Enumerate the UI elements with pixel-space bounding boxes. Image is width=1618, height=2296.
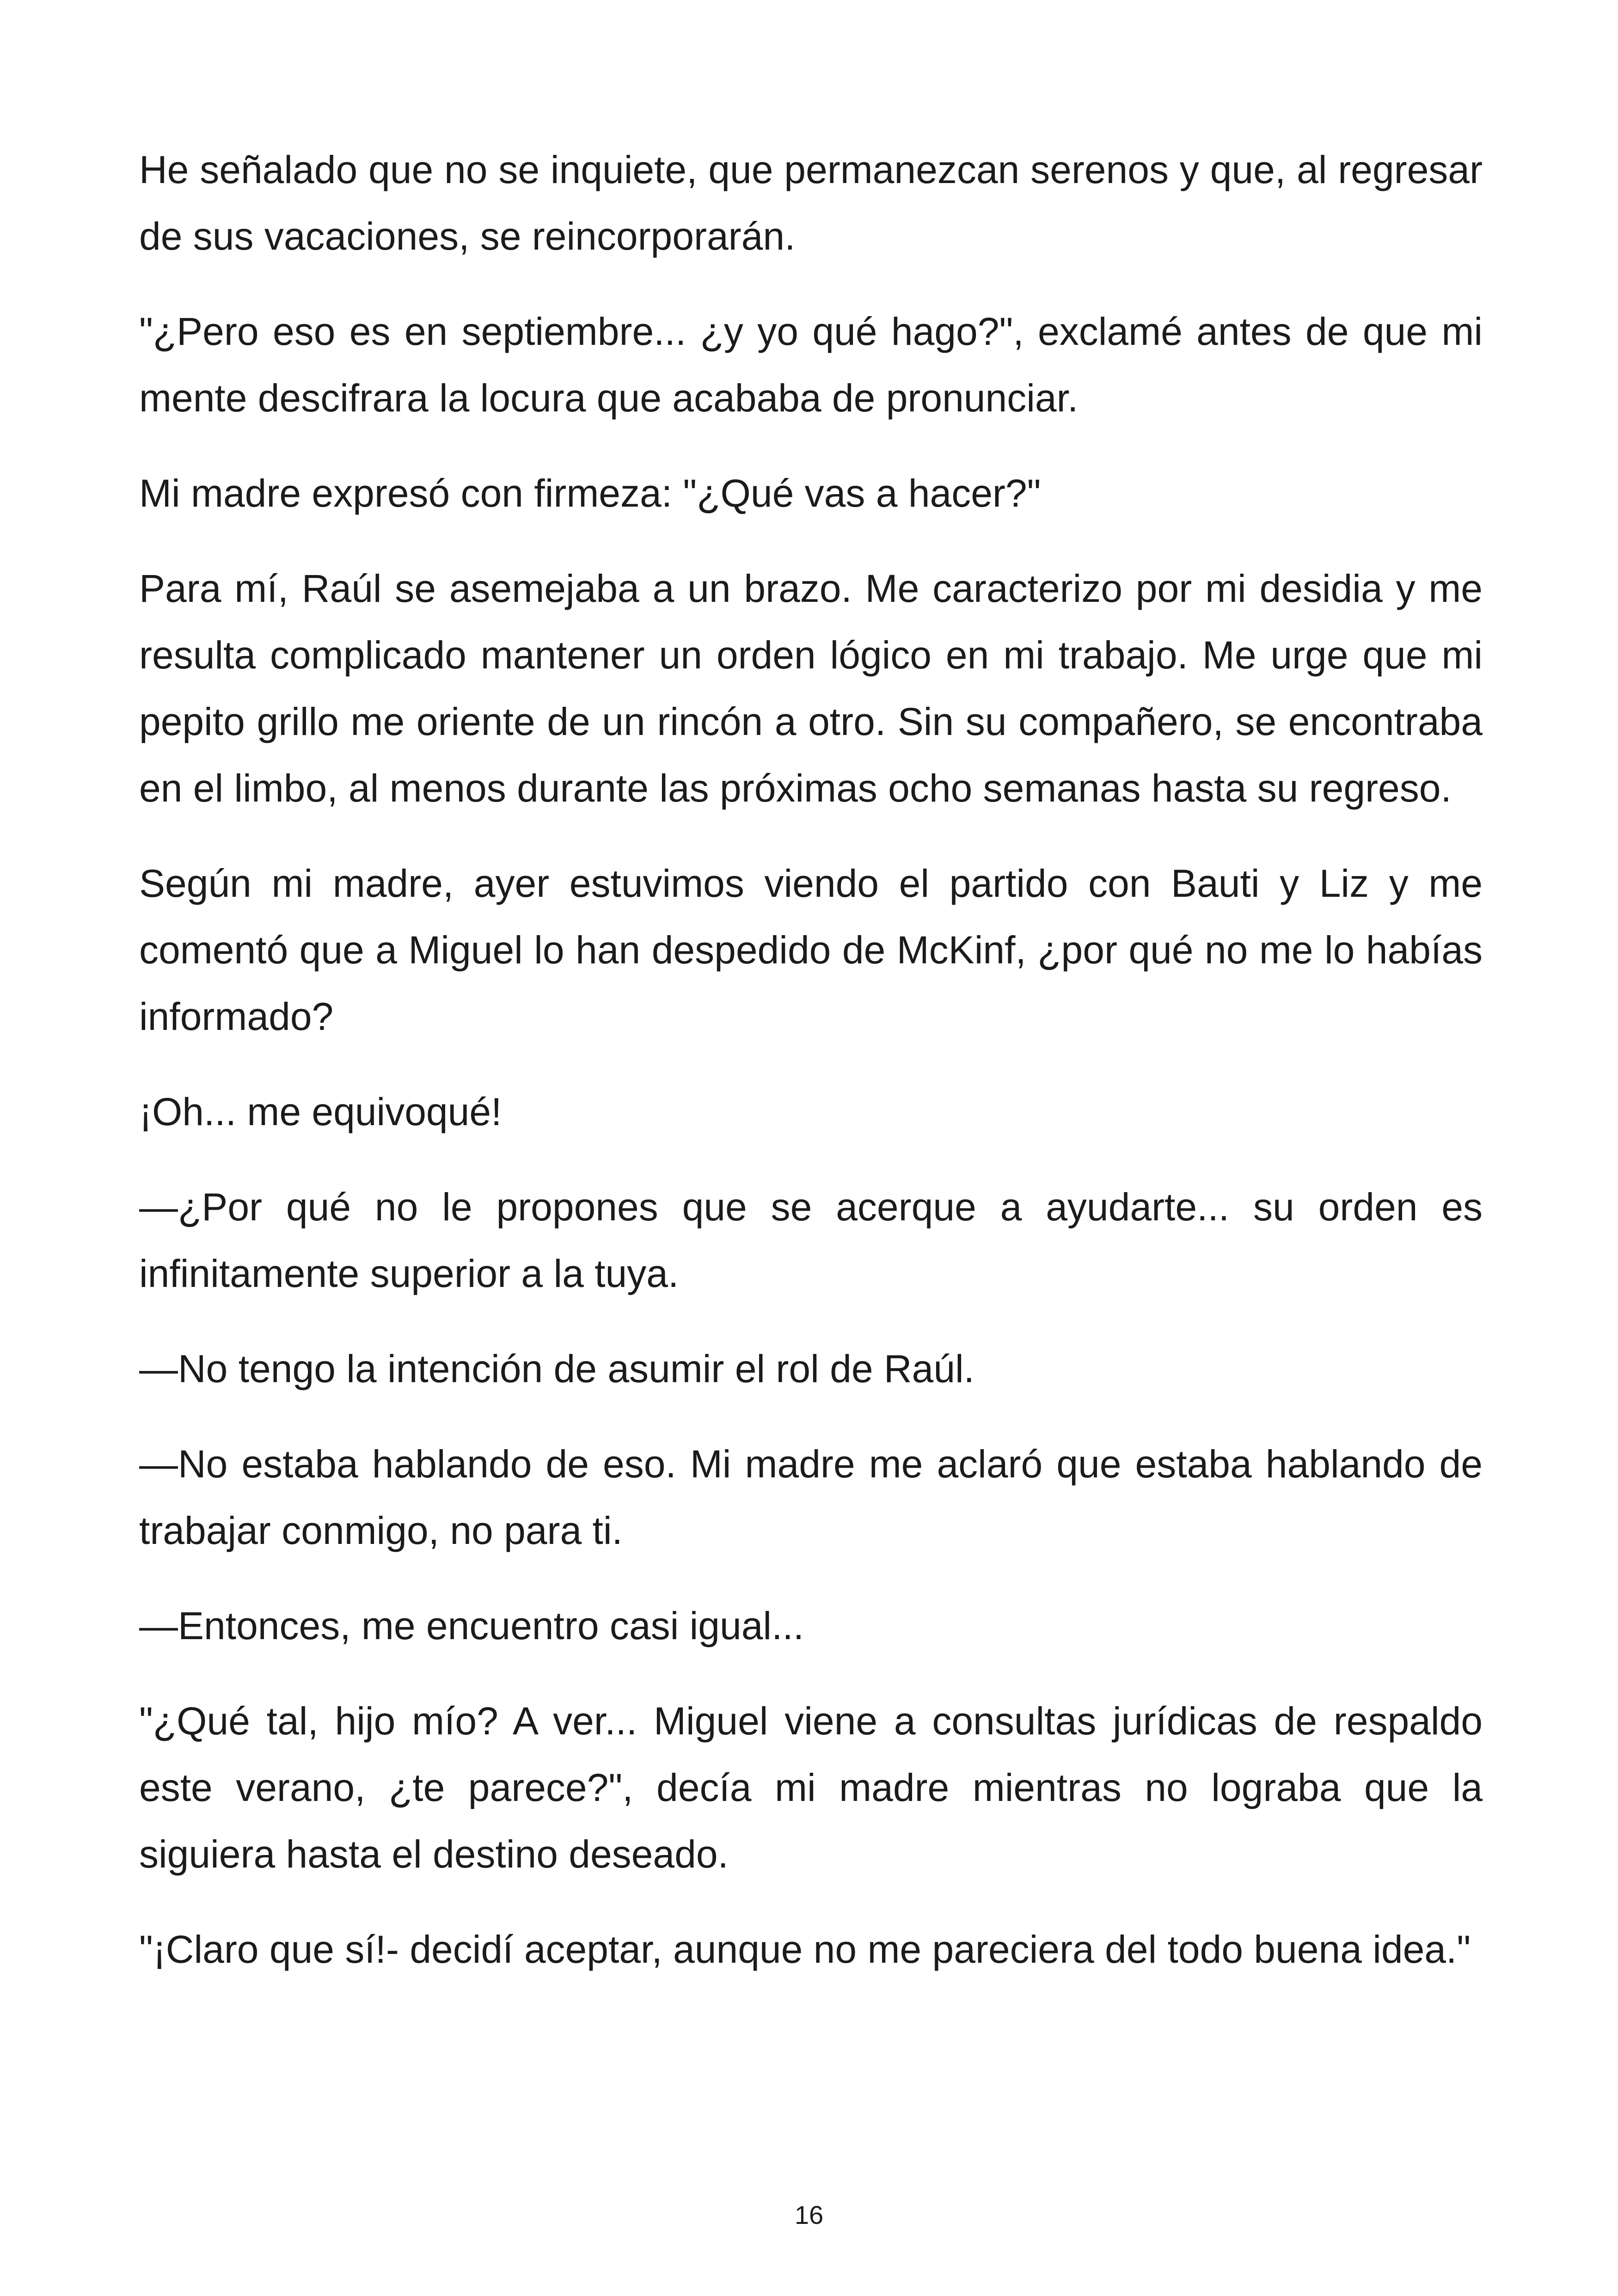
page-number: 16 (794, 2200, 824, 2229)
paragraph-1: He señalado que no se inquiete, que permanezcan serenos y que, al regresar de sus vacaciones, se reincorporarán. (139, 148, 1483, 258)
paragraph-6: ¡Oh... me equivoqué! (139, 1090, 502, 1133)
paragraph-2: "¿Pero eso es en septiembre... ¿y yo qué hago?", exclamé antes de que mi mente descifrara la locura que acababa de pronunciar. (139, 310, 1483, 420)
paragraph-11: "¿Qué tal, hijo mío? A ver... Miguel viene a consultas jurídicas de respaldo este verano, ¿te parece?", decía mi madre mientras no lograba que la siguiera hasta el destino deseado. (139, 1699, 1483, 1876)
paragraph-3: Mi madre expresó con firmeza: "¿Qué vas a hacer?" (139, 471, 1041, 515)
paragraph-12: "¡Claro que sí!- decidí aceptar, aunque no me pareciera del todo buena idea." (139, 1928, 1471, 1971)
paragraph-4: Para mí, Raúl se asemejaba a un brazo. Me caracterizo por mi desidia y me resulta complicado mantener un orden lógico en mi trabajo. Me urge que mi pepito grillo me oriente de un rincón a otro. Sin su compañero, se encontraba en el limbo, al menos durante las próximas ocho semanas hasta su regreso. (139, 567, 1483, 810)
body-text (139, 136, 1483, 2011)
paragraph-8: —No tengo la intención de asumir el rol de Raúl. (139, 1347, 974, 1390)
paragraph-5: Según mi madre, ayer estuvimos viendo el partido con Bauti y Liz y me comentó que a Miguel lo han despedido de McKinf, ¿por qué no me lo habías informado? (139, 862, 1483, 1038)
paragraph-9: —No estaba hablando de eso. Mi madre me aclaró que estaba hablando de trabajar conmigo, no para ti. (139, 1442, 1483, 1552)
paragraph-7: —¿Por qué no le propones que se acerque a ayudarte... su orden es infinitamente superior a la tuya. (139, 1185, 1483, 1295)
paragraph-10: —Entonces, me encuentro casi igual... (139, 1604, 804, 1647)
